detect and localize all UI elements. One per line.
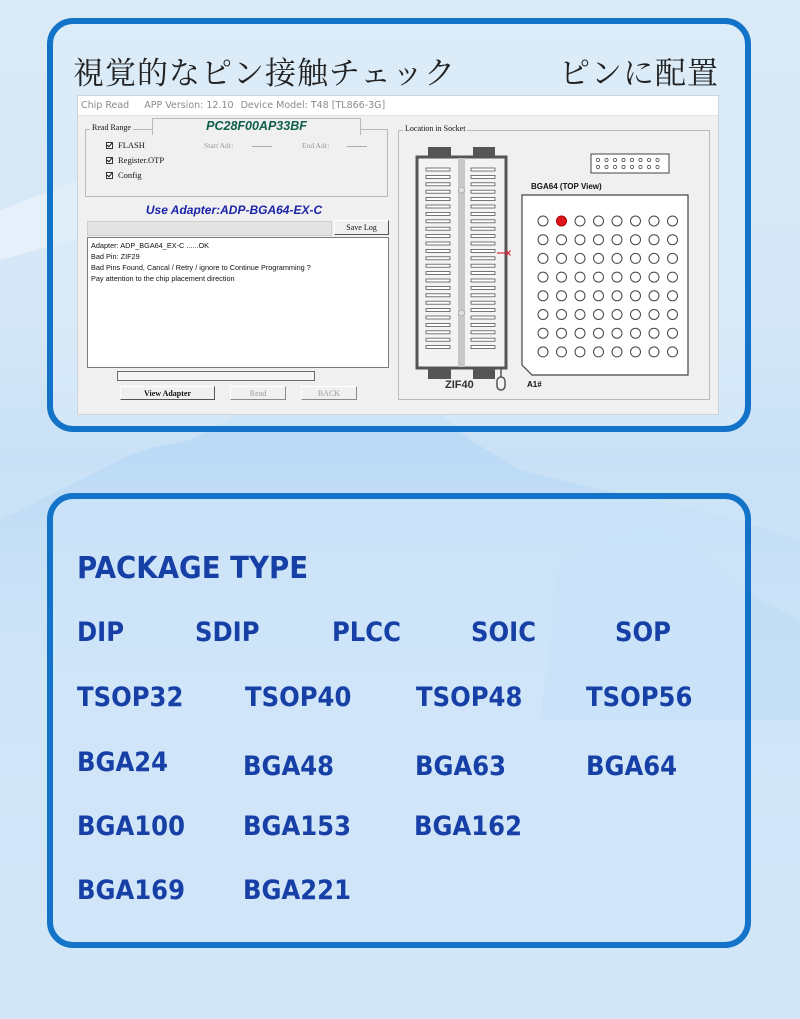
- a1-marker-label: A1#: [527, 380, 542, 389]
- view-adapter-button[interactable]: View Adapter: [120, 386, 215, 400]
- package-item: TSOP32: [77, 682, 184, 713]
- log-line: Bad Pin: ZIF29: [91, 252, 140, 261]
- back-button[interactable]: BACK: [301, 386, 357, 400]
- programmer-app-window: [77, 95, 719, 415]
- package-item: BGA100: [77, 811, 185, 842]
- window-title-bar: [78, 96, 718, 116]
- read-range-legend: Read Range: [92, 123, 131, 132]
- log-line: Bad Pins Found, Cancal / Retry / ignore to Continue Programming ?: [91, 263, 311, 272]
- log-output: [87, 237, 389, 368]
- config-checkbox[interactable]: [106, 170, 142, 180]
- package-item: BGA162: [414, 811, 522, 842]
- start-adr-value: --------: [252, 141, 272, 150]
- end-adr-label: End Adr:: [302, 141, 330, 150]
- package-item: SOP: [615, 617, 671, 648]
- package-item: TSOP56: [586, 682, 693, 713]
- mode-label: Chip Read: [81, 100, 130, 111]
- package-item: BGA63: [415, 751, 507, 782]
- config-label: Config: [118, 170, 142, 180]
- package-item: TSOP40: [245, 682, 352, 713]
- register-otp-checkbox[interactable]: [106, 155, 164, 165]
- register-otp-label: Register.OTP: [118, 155, 165, 165]
- flash-checkbox[interactable]: [106, 140, 145, 150]
- package-type-panel: [47, 493, 751, 948]
- end-adr-value: --------: [347, 141, 367, 150]
- zif-socket-label: ZIF40: [445, 379, 474, 391]
- location-in-socket-legend: Location in Socket: [405, 124, 466, 133]
- package-item: BGA64: [586, 751, 678, 782]
- package-item: PLCC: [332, 617, 401, 648]
- save-log-button[interactable]: Save Log: [334, 220, 389, 235]
- package-item: DIP: [77, 617, 125, 648]
- package-item: BGA48: [243, 751, 335, 782]
- read-button[interactable]: Read: [230, 386, 286, 400]
- package-item: TSOP48: [416, 682, 523, 713]
- zif40-socket-icon: [398, 130, 710, 400]
- log-line: Pay attention to the chip placement direction: [91, 274, 235, 283]
- package-type-heading: PACKAGE TYPE: [77, 551, 309, 586]
- package-item: BGA221: [243, 875, 351, 906]
- visual-pin-check-heading: 視覚的なピン接触チェック: [73, 56, 457, 92]
- package-item: SOIC: [471, 617, 537, 648]
- status-bar: [87, 221, 332, 236]
- device-model-label: Device Model: T48 [TL866-3G]: [240, 100, 386, 111]
- app-version-label: APP Version: 12.10: [144, 100, 234, 111]
- checkbox-checked-icon[interactable]: [106, 157, 113, 164]
- checkbox-checked-icon[interactable]: [106, 142, 113, 149]
- socket-diagram: [398, 130, 710, 400]
- connector-header-icon: [591, 154, 669, 173]
- bga-view-title: BGA64 (TOP View): [531, 182, 602, 191]
- log-line: Adapter: ADP_BGA64_EX-C ......OK: [91, 241, 210, 250]
- flash-label: FLASH: [118, 140, 145, 150]
- package-item: BGA169: [77, 875, 185, 906]
- package-item: SDIP: [195, 617, 260, 648]
- package-item: BGA24: [77, 747, 169, 778]
- pin-contact-check-panel: [47, 18, 751, 432]
- chip-name-display: PC28F00AP33BF: [152, 118, 361, 135]
- pin-placement-heading: ピンに配置: [559, 56, 719, 92]
- adapter-label: Use Adapter:ADP-BGA64-EX-C: [145, 203, 323, 217]
- checkbox-checked-icon[interactable]: [106, 172, 113, 179]
- start-adr-label: Start Adr:: [204, 141, 234, 150]
- package-item: BGA153: [243, 811, 351, 842]
- progress-bar: [117, 371, 315, 381]
